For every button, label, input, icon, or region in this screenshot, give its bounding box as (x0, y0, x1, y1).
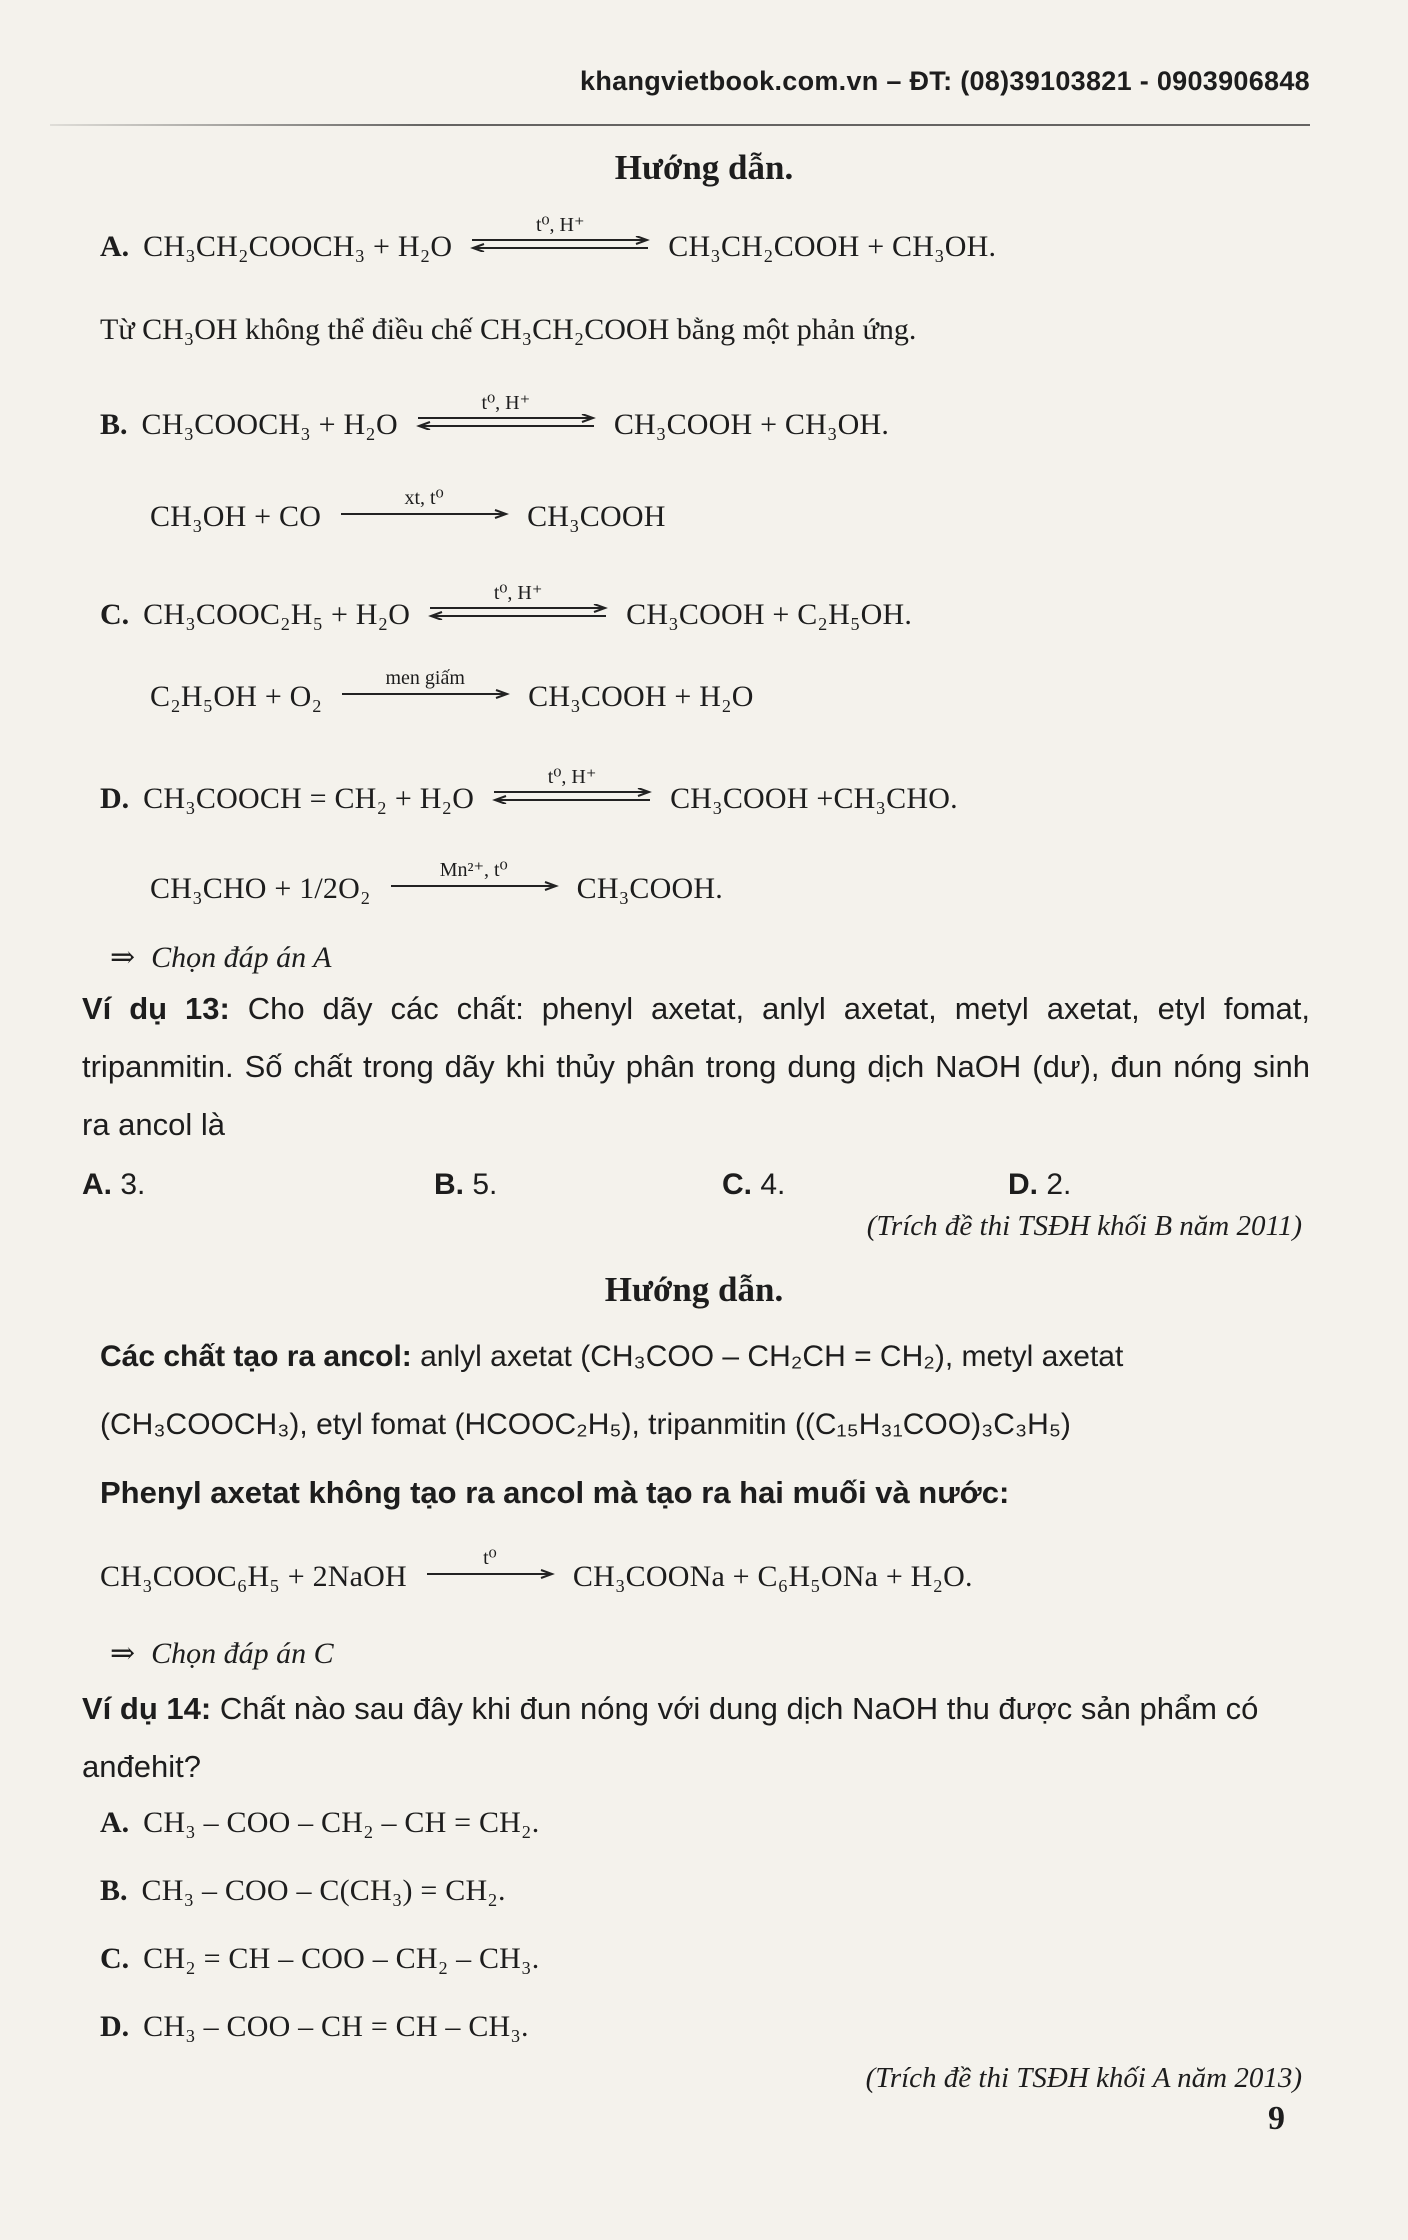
equation-d-sub-lhs: CH₃CHO + 1/2O₂ (150, 872, 371, 905)
equation-c (100, 582, 913, 634)
equation-b-rhs: CH₃COOH + CH₃OH. (613, 408, 890, 441)
example-13-option-c: C. 4. (722, 1168, 786, 1201)
right-arrow-icon (389, 881, 559, 891)
equation-phenyl-rhs: CH₃COONa + C₆H₅ONa + H₂O. (572, 1560, 973, 1593)
equation-c-label: C. (100, 598, 130, 631)
section-2-line-2: (CH₃COOCH₃), etyl fomat (HCOOC₂H₅), tripanmitin ((C₁₅H₃₁COO)₃C₃H₅) (100, 1408, 1071, 1441)
equation-b-condition: t⁰, H⁺ (481, 392, 531, 414)
reversible-arrow-icon (416, 414, 596, 430)
page-number: 9 (1268, 2100, 1285, 2137)
equation-c-lhs: CH₃COOC₂H₅ + H₂O (143, 598, 411, 631)
example-14-source: (Trích đề thi TSĐH khối A năm 2013) (865, 2062, 1302, 2094)
equation-d-sub-rhs: CH₃COOH. (576, 872, 723, 905)
equation-d-condition: t⁰, H⁺ (547, 766, 597, 788)
example-14-option-d: D. CH₃ – COO – CH = CH – CH₃. (100, 2010, 529, 2043)
section-2-line-1-bold: Các chất tạo ra ancol: (100, 1340, 412, 1373)
example-13-option-b: B. 5. (434, 1168, 498, 1201)
equation-d-sub-condition: Mn²⁺, t⁰ (439, 859, 508, 881)
implies-icon: ⇒ (110, 941, 136, 974)
example-13-question: Cho dãy các chất: phenyl axetat, anlyl axetat, metyl axetat, etyl fomat, tripanmitin. Số chất trong dãy khi thủy phân trong dung dịch NaOH (dư), đun nóng sinh ra ancol là (82, 991, 1310, 1142)
equation-b-sub-lhs: CH₃OH + CO (150, 500, 322, 533)
example-13-option-a: A. 3. (82, 1168, 146, 1201)
equation-a (100, 214, 997, 266)
example-14-question: Chất nào sau đây khi đun nóng với dung dịch NaOH thu được sản phẩm có anđehit? (82, 1691, 1259, 1784)
reversible-arrow-icon (470, 236, 650, 252)
equation-d-arrow (492, 766, 652, 804)
equation-d-rhs: CH₃COOH +CH₃CHO. (670, 782, 958, 815)
equation-phenyl (100, 1547, 973, 1594)
section-title-2: Hướng dẫn. (604, 1270, 784, 1309)
equation-d-lhs: CH₃COOCH = CH₂ + H₂O (143, 782, 475, 815)
example-13-label: Ví dụ 13: (82, 991, 230, 1026)
example-13-options (82, 1168, 1302, 1212)
equation-a-rhs: CH₃CH₂COOH + CH₃OH. (668, 230, 997, 263)
equation-c-sub (150, 667, 754, 714)
equation-b-sub-rhs: CH₃COOH (527, 500, 666, 533)
example-13-option-d: D. 2. (1008, 1168, 1072, 1201)
example-14-option-b: B. CH₃ – COO – C(CH₃) = CH₂. (100, 1874, 506, 1907)
reversible-arrow-icon (428, 604, 608, 620)
answer-2-text: Chọn đáp án C (151, 1636, 334, 1670)
header-rule (50, 124, 1310, 126)
example-14-option-c: C. CH₂ = CH – COO – CH₂ – CH₃. (100, 1942, 540, 1975)
equation-a-note: Từ CH₃OH không thể điều chế CH₃CH₂COOH bằng một phản ứng. (100, 313, 917, 346)
section-2-line-1 (100, 1328, 1310, 1386)
example-14 (82, 1680, 1310, 1796)
equation-phenyl-lhs: CH₃COOC₆H₅ + 2NaOH (100, 1560, 407, 1593)
reversible-arrow-icon (492, 788, 652, 804)
equation-d-sub (150, 859, 723, 906)
equation-b-lhs: CH₃COOCH₃ + H₂O (141, 408, 398, 441)
equation-b-label: B. (100, 408, 128, 441)
right-arrow-icon (425, 1569, 555, 1579)
equation-d (100, 766, 958, 818)
answer-1 (110, 940, 331, 975)
equation-a-label: A. (100, 230, 130, 263)
equation-phenyl-condition: t⁰ (483, 1547, 497, 1569)
example-14-label: Ví dụ 14: (82, 1691, 212, 1726)
equation-b (100, 392, 890, 444)
page-header: khangvietbook.com.vn – ĐT: (08)39103821 - 0903906848 (580, 66, 1310, 96)
equation-a-arrow (470, 214, 650, 252)
equation-b-sub-condition: xt, t⁰ (404, 487, 444, 509)
example-13 (82, 980, 1310, 1154)
answer-1-text: Chọn đáp án A (151, 940, 332, 974)
equation-a-lhs: CH₃CH₂COOCH₃ + H₂O (143, 230, 453, 263)
equation-a-condition: t⁰, H⁺ (535, 214, 585, 236)
section-2-line-3: Phenyl axetat không tạo ra ancol mà tạo ra hai muối và nước: (100, 1475, 1010, 1510)
equation-b-sub-arrow (339, 487, 509, 519)
right-arrow-icon (339, 509, 509, 519)
implies-icon: ⇒ (110, 1637, 136, 1670)
equation-phenyl-arrow (425, 1547, 555, 1579)
example-13-source: (Trích đề thi TSĐH khối B năm 2011) (866, 1210, 1302, 1242)
equation-c-sub-arrow (340, 667, 510, 699)
equation-b-sub (150, 487, 666, 534)
equation-d-label: D. (100, 782, 130, 815)
equation-c-sub-condition: men giấm (385, 667, 465, 689)
equation-c-arrow (428, 582, 608, 620)
equation-c-rhs: CH₃COOH + C₂H₅OH. (626, 598, 913, 631)
equation-c-sub-lhs: C₂H₅OH + O₂ (150, 680, 323, 713)
example-14-option-a: A. CH₃ – COO – CH₂ – CH = CH₂. (100, 1806, 540, 1839)
equation-d-sub-arrow (389, 859, 559, 891)
answer-2 (110, 1636, 334, 1671)
section-title-1: Hướng dẫn. (614, 148, 794, 187)
equation-c-condition: t⁰, H⁺ (493, 582, 543, 604)
equation-c-sub-rhs: CH₃COOH + H₂O (528, 680, 754, 713)
right-arrow-icon (340, 689, 510, 699)
equation-b-arrow (416, 392, 596, 430)
section-2-line-1-rest: anlyl axetat (CH₃COO – CH₂CH = CH₂), metyl axetat (420, 1340, 1124, 1373)
